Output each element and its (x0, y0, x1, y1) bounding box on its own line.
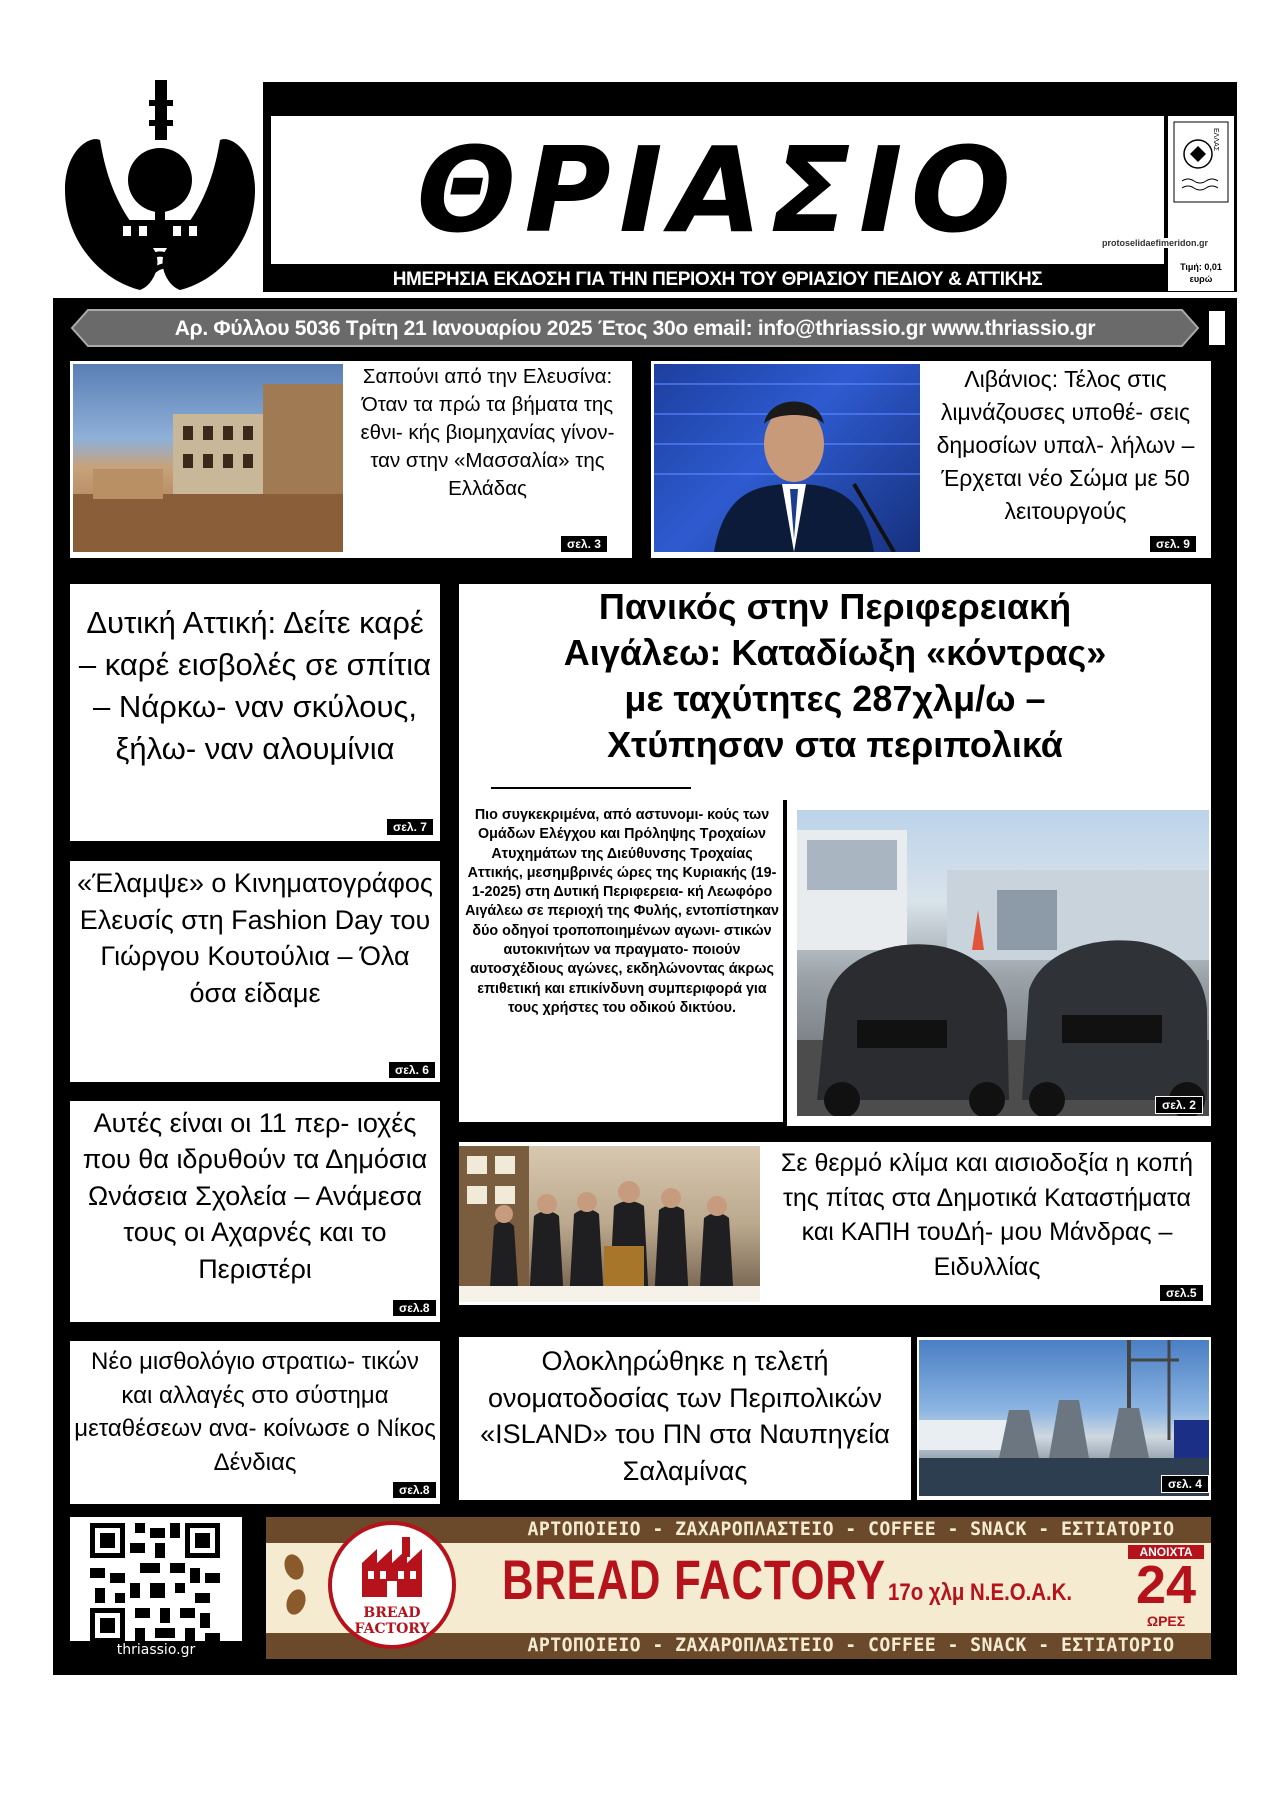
article-soap-text: Σαπούνι από την Ελευσίνα: Όταν τα πρώ τα βήματα της εθνι- κής βιομηχανίας γίνον- ταν στην «Μασσαλία» της Ελλάδας (360, 365, 615, 500)
page-ref-schools[interactable]: σελ.8 (392, 1299, 437, 1317)
ad-hours-unit: ΩΡΕΣ (1146, 1613, 1186, 1629)
hands-factory-logo-icon (55, 80, 265, 300)
masthead-logo (55, 80, 265, 300)
masthead-subtitle: ΗΜΕΡΗΣΙΑ ΕΚΔΟΣΗ ΓΙΑ ΤΗΝ ΠΕΡΙΟΧΗ ΤΟΥ ΘΡΙΑΣΙΟΥ ΠΕΔΙΟΥ & ΑΤΤΙΚΗΣ (392, 269, 1043, 290)
page-ref-main[interactable]: σελ. 2 (1155, 1096, 1203, 1114)
page-ref-soap[interactable]: σελ. 3 (560, 535, 608, 553)
main-headline-3: με ταχύτητες 287χλμ/ω – (624, 678, 1046, 719)
stamp-text: ΕΛΛΑΣ (1212, 128, 1219, 152)
page-ref-pita[interactable]: σελ.5 (1159, 1284, 1204, 1302)
price-unit: ευρώ (1189, 274, 1213, 284)
issue-info: Αρ. Φύλλου 5036 Τρίτη 21 Ιανουαρίου 2025 Έτος 30ο email: info@thriassio.gr www.thriassio.gr (174, 317, 1096, 340)
ad-brand: BREAD FACTORY (502, 1548, 886, 1611)
bakery-building-icon (332, 1535, 452, 1605)
livanios-photo (654, 364, 920, 552)
main-headline-4: Χτύπησαν στα περιπολικά (607, 724, 1063, 765)
ad-bottom-strip: ΑΡΤΟΠΟΙΕΙΟ - ΖΑΧΑΡΟΠΛΑΣΤΕΙΟ - COFFEE - SNACK - ΕΣΤΙΑΤΟΡΙΟ (527, 1635, 1175, 1656)
postage-stamp-icon (1168, 116, 1234, 226)
price-label: Τιμή: 0,01 (1180, 262, 1222, 272)
article-schools-text: Αυτές είναι οι 11 περ- ιοχές που θα ιδρυθούν τα Δημόσια Ωνάσεια Σχολεία – Ανάμεσα τους οι Αχαρνές και το Περιστέρι (82, 1108, 428, 1284)
main-headline-2: Αιγάλεω: Καταδίωξη «κόντρας» (563, 632, 1107, 673)
qr-box[interactable] (70, 1517, 242, 1659)
article-cinema[interactable] (70, 861, 440, 1082)
main-body-text: Πιο συγκεκριμένα, από αστυνομι- κούς των Ομάδων Ελέγχου και Πρόληψης Τροχαίων Ατυχημάτων της Διεύθυνσης Τροχαίας Αττικής, μεσημβρινές ώρες της Κυριακής (19-1-2025) στη Δυτική Περιφερεια- κή Λεωφόρο Αιγάλεω σε περιοχή της Φυλής, εντοπίστηκαν δύο οδηγοί τροποποιημένων αγωνι- στικών αυτοκινήτων να πραγματο- ποιούν αυτοσχέδιους αγώνες, εκδηλώνοντας άκρως επιθετική και επικίνδυνη συμπεριφορά για τους χρήστες του οδικού δικτύου. (465, 807, 779, 1016)
page-ref-island[interactable]: σελ. 4 (1161, 1475, 1209, 1493)
article-island-text: Ολοκληρώθηκε η τελετή ονοματοδοσίας των Περιπολικών «ISLAND» του ΠΝ στα Ναυπηγεία Σαλαμίνας (480, 1346, 890, 1486)
masthead-title: ΘΡΙΑΣΙΟ (416, 121, 1019, 259)
article-west-attica-text: Δυτική Αττική: Δείτε καρέ – καρέ εισβολές σε σπίτια – Νάρκω- ναν σκύλους, ξήλω- ναν αλουμίνια (78, 605, 432, 766)
seized-cars-photo (797, 810, 1209, 1116)
ad-open-label: ΑΝΟΙΧΤΑ (1128, 1545, 1204, 1559)
patrol-boats-photo (919, 1340, 1209, 1496)
side-code (1208, 310, 1226, 346)
pita-ceremony-photo (459, 1146, 760, 1302)
eleusis-ruins-photo (73, 364, 343, 552)
article-livanios[interactable] (651, 361, 1211, 558)
price-box (1168, 116, 1234, 291)
ad-location: 17ο χλμ Ν.Ε.Ο.Α.Κ. (888, 1579, 1073, 1606)
qr-code-icon (90, 1523, 220, 1643)
island-photo-frame (917, 1337, 1211, 1500)
page-ref-salary[interactable]: σελ.8 (392, 1481, 437, 1499)
info-bar (70, 308, 1200, 348)
article-soap[interactable] (70, 361, 632, 558)
article-island[interactable] (459, 1337, 911, 1500)
masthead-title-box (271, 116, 1164, 264)
ad-logo-line2: FACTORY (354, 1621, 430, 1637)
coffee-beans-icon (274, 1547, 314, 1627)
ad-logo (328, 1521, 456, 1649)
article-livanios-text: Λιβάνιος: Τέλος στις λιμνάζουσες υποθέ- σεις δημοσίων υπαλ- λήλων – Έρχεται νέο Σώμα με 50 λειτουργούς (936, 366, 1195, 524)
ad-hours: 24 (1135, 1555, 1197, 1615)
article-main[interactable] (459, 584, 1211, 1126)
main-headline-1: Πανικός στην Περιφερειακή (598, 586, 1072, 627)
qr-label: thriassio.gr (70, 1641, 242, 1659)
article-salary-text: Νέο μισθολόγιο στρατιω- τικών και αλλαγές στο σύστημα μεταθέσεων ανα- κοίνωσε ο Νίκος Δένδιας (74, 1348, 436, 1476)
page-ref-west-attica[interactable]: σελ. 7 (386, 818, 434, 836)
headline-divider (491, 787, 691, 789)
ad-bread-factory[interactable] (266, 1517, 1211, 1659)
article-cinema-text: «Έλαμψε» ο Κινηματογράφος Ελευσίς στη Fashion Day του Γιώργου Κουτούλια – Όλα όσα είδαμε (77, 868, 433, 1008)
article-west-attica[interactable] (70, 584, 440, 841)
page-ref-cinema[interactable]: σελ. 6 (388, 1061, 436, 1079)
ad-top-strip: ΑΡΤΟΠΟΙΕΙΟ - ΖΑΧΑΡΟΠΛΑΣΤΕΙΟ - COFFEE - SNACK - ΕΣΤΙΑΤΟΡΙΟ (527, 1519, 1175, 1540)
ad-logo-line1: BREAD (363, 1605, 421, 1621)
article-salary[interactable] (70, 1341, 440, 1504)
article-pita[interactable] (459, 1142, 1211, 1305)
watermark: protoselidaefimeridon.gr (1102, 238, 1209, 248)
article-schools[interactable] (70, 1101, 440, 1322)
page-ref-livanios[interactable]: σελ. 9 (1149, 535, 1197, 553)
article-pita-text: Σε θερμό κλίμα και αισιοδοξία η κοπή της πίτας στα Δημοτικά Καταστήματα και ΚΑΠΗ τουΔή- μου Μάνδρας – Ειδυλλίας (780, 1149, 1194, 1281)
